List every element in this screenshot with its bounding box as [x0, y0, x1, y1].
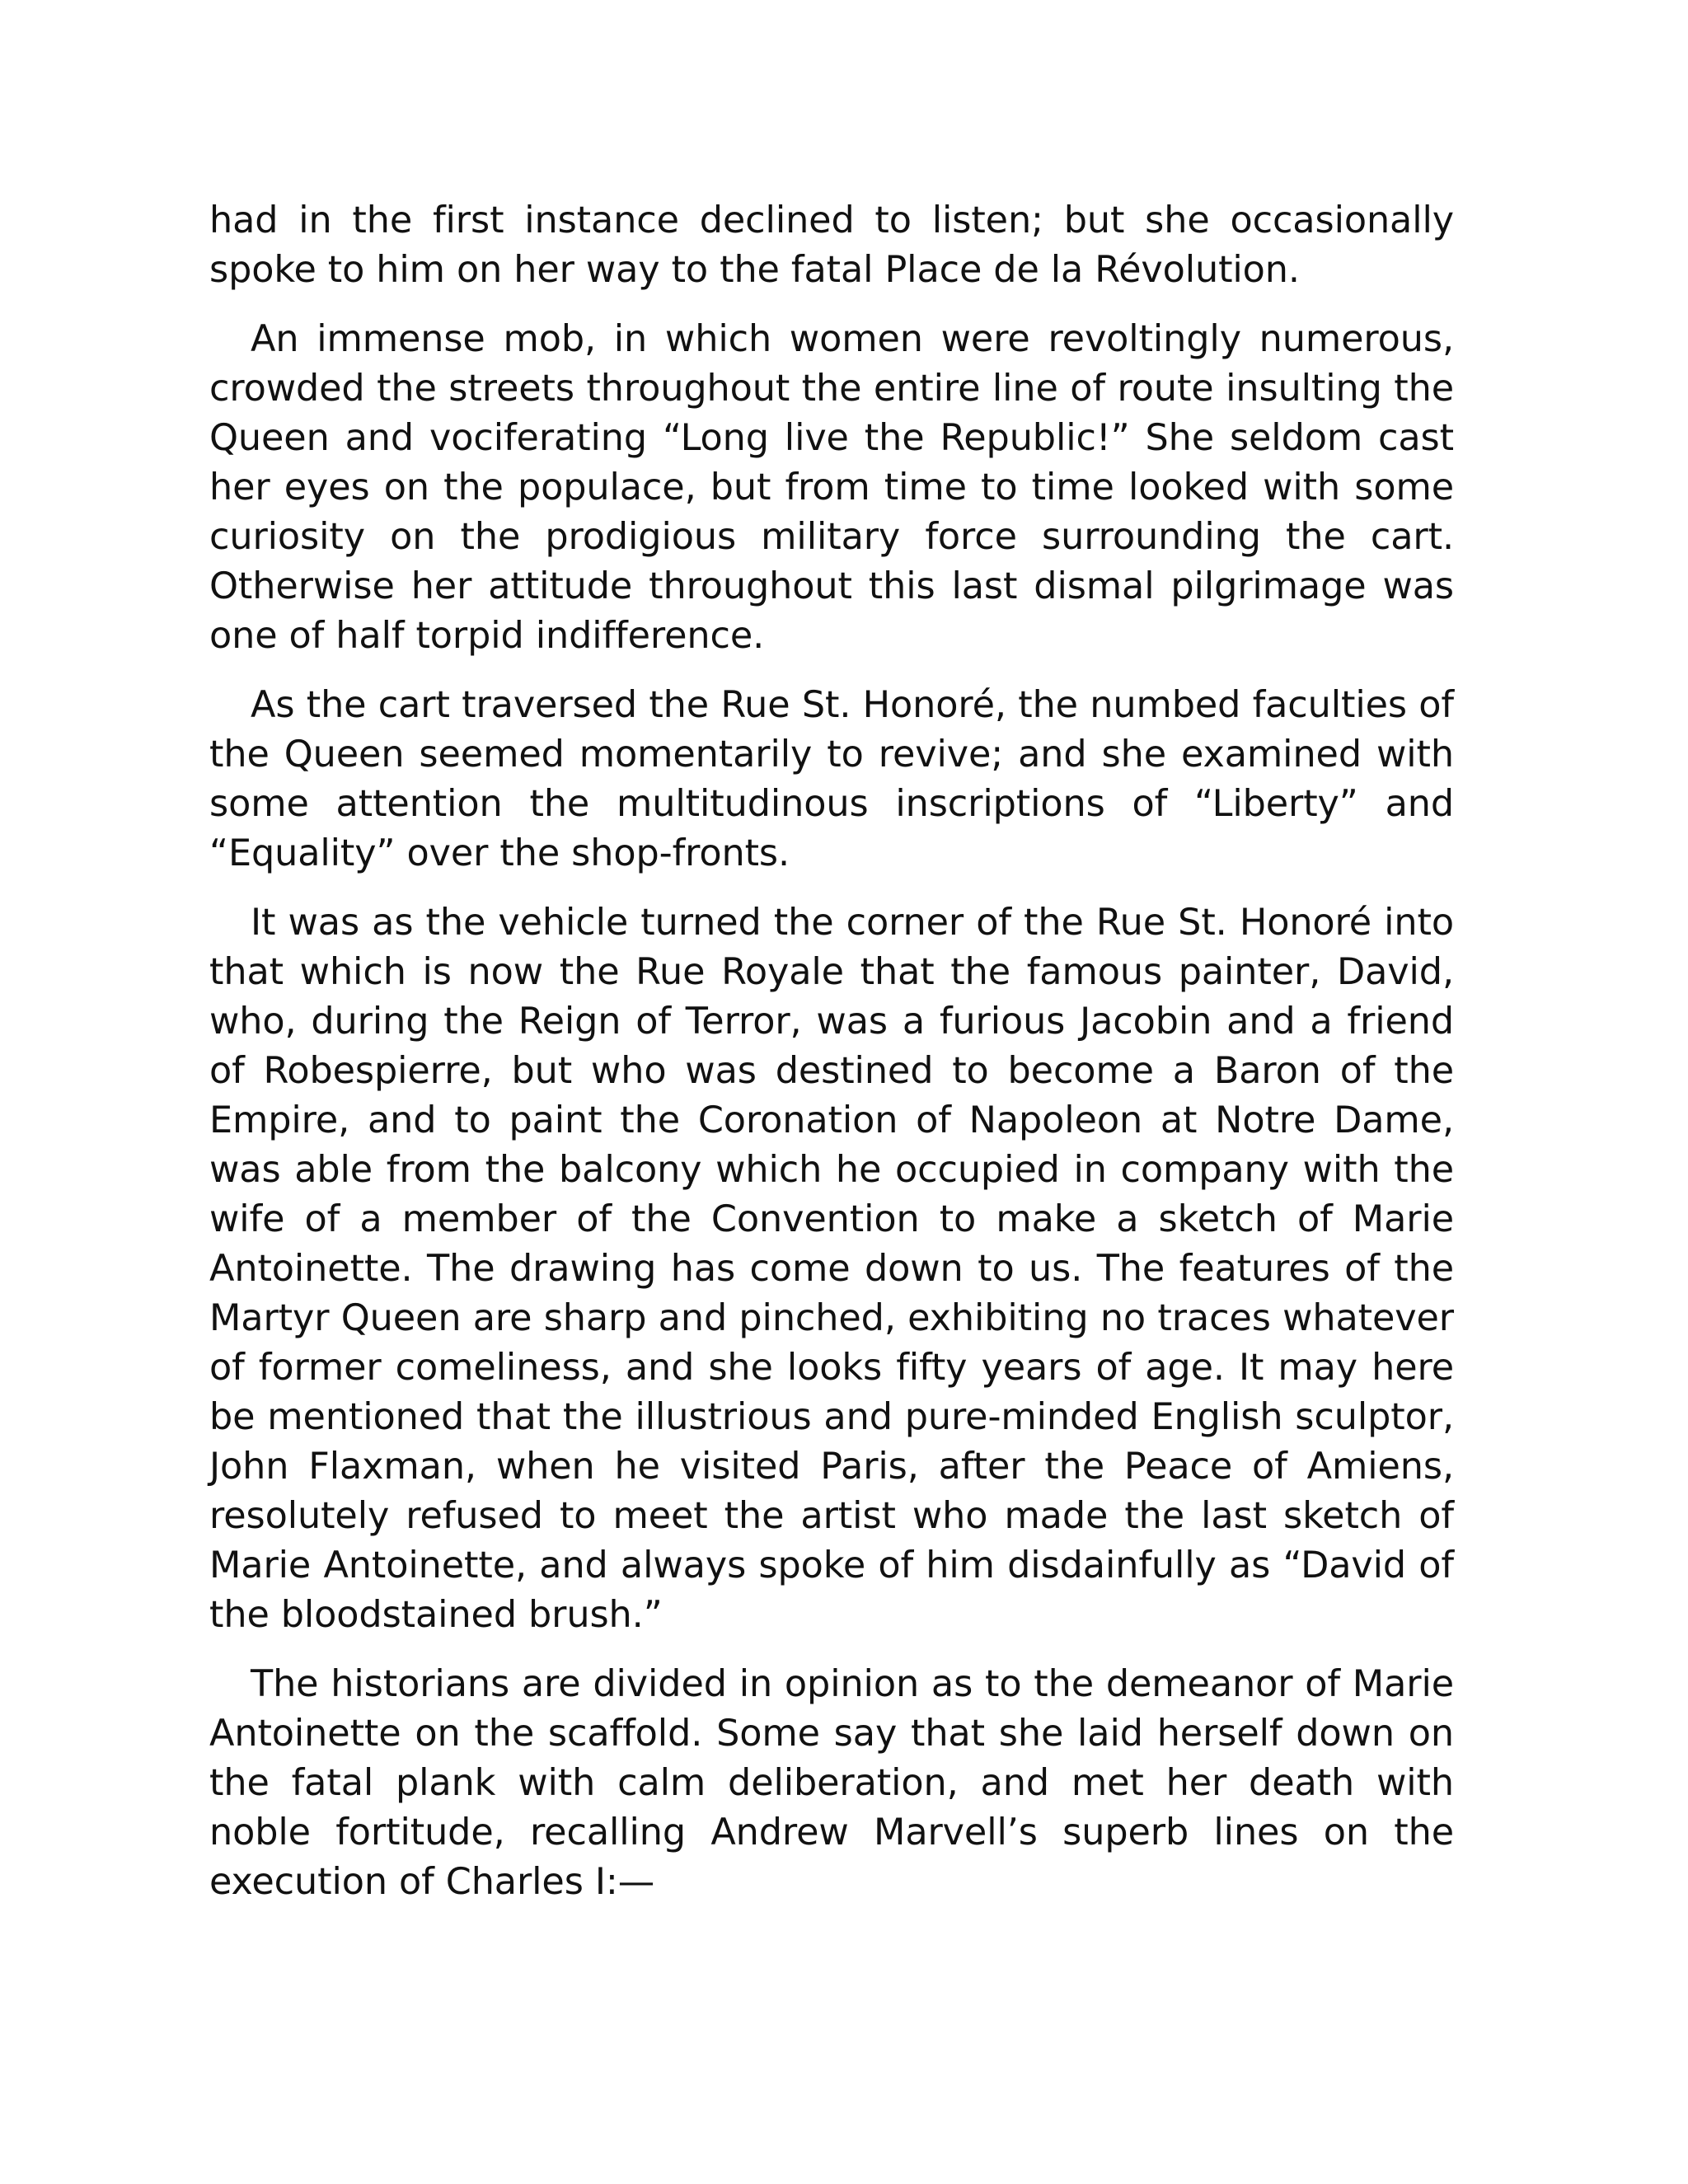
body-text	[209, 196, 1454, 1907]
paragraph-1: had in the first instance declined to listen; but she occasionally spoke to him on her way to the fatal Place de la Révolution.	[209, 199, 1454, 291]
paragraph-2: An immense mob, in which women were revoltingly numerous, crowded the streets throughout the entire line of route insulting the Queen and vociferating “Long live the Republic!” She seldom cast her eyes on the populace, but from time to time looked with some curiosity on the prodigious military force surrounding the cart. Otherwise her attitude throughout this last dismal pilgrimage was one of half torpid indifference.	[209, 318, 1454, 657]
paragraph-5: The historians are divided in opinion as to the demeanor of Marie Antoinette on the scaffold. Some say that she laid herself down on the fatal plank with calm deliberation, and met her death with noble fortitude, recalling Andrew Marvell’s superb lines on the execution of Charles I:—	[209, 1663, 1454, 1903]
paragraph-4: It was as the vehicle turned the corner of the Rue St. Honoré into that which is now the Rue Royale that the famous painter, David, who, during the Reign of Terror, was a furious Jacobin and a friend of Robespierre, but who was destined to become a Baron of the Empire, and to paint the Coronation of Napoleon at Notre Dame, was able from the balcony which he occupied in company with the wife of a member of the Convention to make a sketch of Marie Antoinette. The drawing has come down to us. The features of the Martyr Queen are sharp and pinched, exhibiting no traces whatever of former comeliness, and she looks fifty years of age. It may here be mentioned that the illustrious and pure-minded English sculptor, John Flaxman, when he visited Paris, after the Peace of Amiens, resolutely refused to meet the artist who made the last sketch of Marie Antoinette, and always spoke of him disdainfully as “David of the bloodstained brush.”	[209, 902, 1454, 1636]
paragraph-3: As the cart traversed the Rue St. Honoré, the numbed faculties of the Queen seemed momentarily to revive; and she examined with some attention the multitudinous inscriptions of “Liberty” and “Equality” over the shop-fronts.	[209, 684, 1454, 874]
